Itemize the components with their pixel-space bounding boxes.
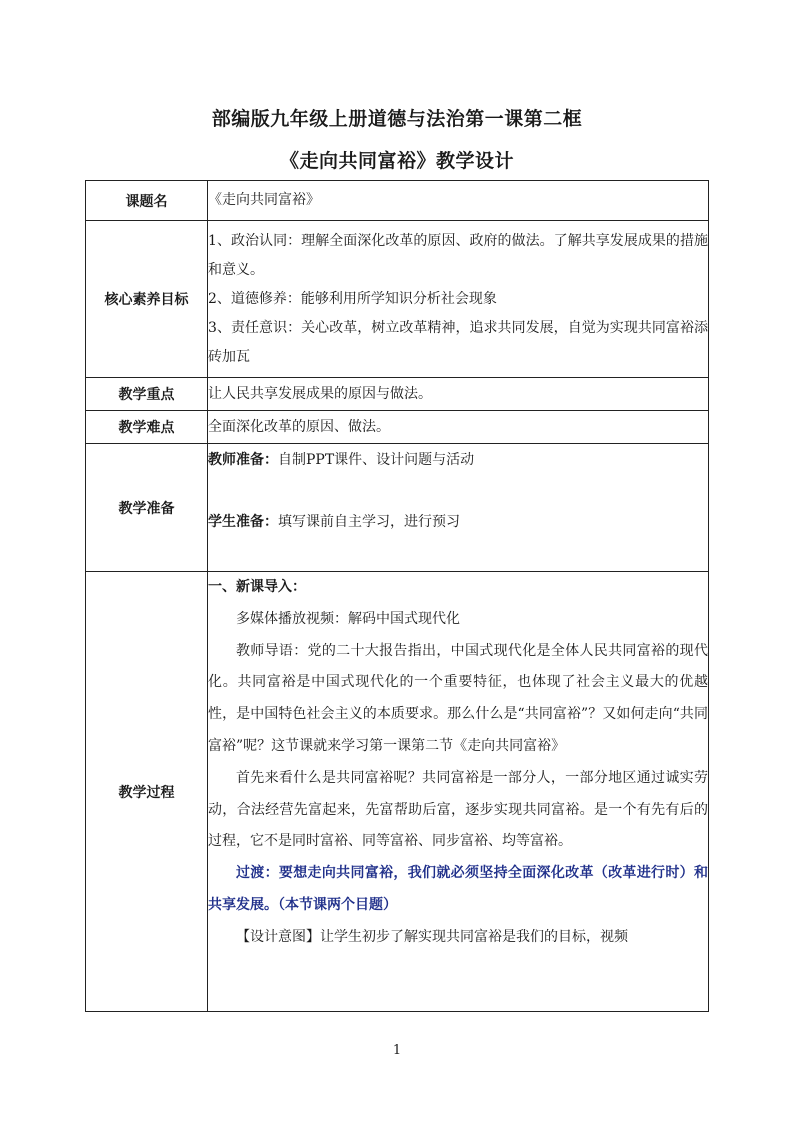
process-section-heading: 一、新课导入： [208,579,306,595]
process-label: 教学过程 [86,572,208,1012]
process-paragraph: 教师导语：党的二十大报告指出，中国式现代化是全体人民共同富裕的现代化。共同富裕是中国式现代化的一个重要特征，也体现了社会主义最大的优越性，是中国特色社会主义的本质要求。那么什么是“共同富裕”？又如何走向“共同富裕”呢？这节课就来学习第一课第二节《走向共同富裕》 [208,642,708,754]
topic-label: 课题名 [86,181,208,221]
key-points-label: 教学重点 [86,378,208,411]
goal-item: 1、政治认同：理解全面深化改革的原因、政府的做法。了解共享发展成果的措施和意义。 [208,232,708,278]
teacher-prep-value: 自制PPT课件、设计问题与活动 [278,452,475,468]
page-number: 1 [392,1043,402,1058]
process-content [208,572,709,1012]
document-title-line1: 部编版九年级上册道德与法治第一课第二框 [211,108,583,130]
goals-label: 核心素养目标 [86,221,208,378]
row-process [86,572,709,1012]
topic-value: 《走向共同富裕》 [208,181,709,221]
goal-item: 2、道德修养：能够利用所学知识分析社会现象 [208,290,497,307]
goal-item: 3、责任意识：关心改革，树立改革精神，追求共同发展，自觉为实现共同富裕添砖加瓦 [208,319,708,365]
row-difficulties [86,411,709,444]
difficulties-value: 全面深化改革的原因、做法。 [208,411,709,444]
process-transition: 过渡：要想走向共同富裕，我们就必须坚持全面深化改革（改革进行时）和共享发展。（本节课两个目题） [208,865,708,913]
student-prep [208,508,708,537]
row-preparation [86,444,709,572]
student-prep-label: 学生准备： [208,514,278,530]
row-goals [86,221,709,378]
preparation-label: 教学准备 [86,444,208,572]
student-prep-value: 填写课前自主学习，进行预习 [278,514,460,530]
teacher-prep-label: 教师准备： [208,452,278,468]
preparation-content [208,444,709,572]
lesson-plan-table [85,180,709,1012]
row-topic [86,181,709,221]
process-design-intent: 【设计意图】让学生初步了解实现共同富裕是我们的目标，视频 [236,928,628,945]
teacher-prep [208,446,708,475]
key-points-value: 让人民共享发展成果的原因与做法。 [208,378,709,411]
goals-content [208,221,709,378]
process-paragraph: 首先来看什么是共同富裕呢？共同富裕是一部分人，一部分地区通过诚实劳动，合法经营先富起来，先富帮助后富，逐步实现共同富裕。是一个有先有后的过程，它不是同时富裕、同等富裕、同步富裕、均等富裕。 [208,769,708,850]
difficulties-label: 教学难点 [86,411,208,444]
row-key-points [86,378,709,411]
process-paragraph: 多媒体播放视频：解码中国式现代化 [236,610,460,627]
document-title-line2: 《走向共同富裕》教学设计 [279,150,514,172]
